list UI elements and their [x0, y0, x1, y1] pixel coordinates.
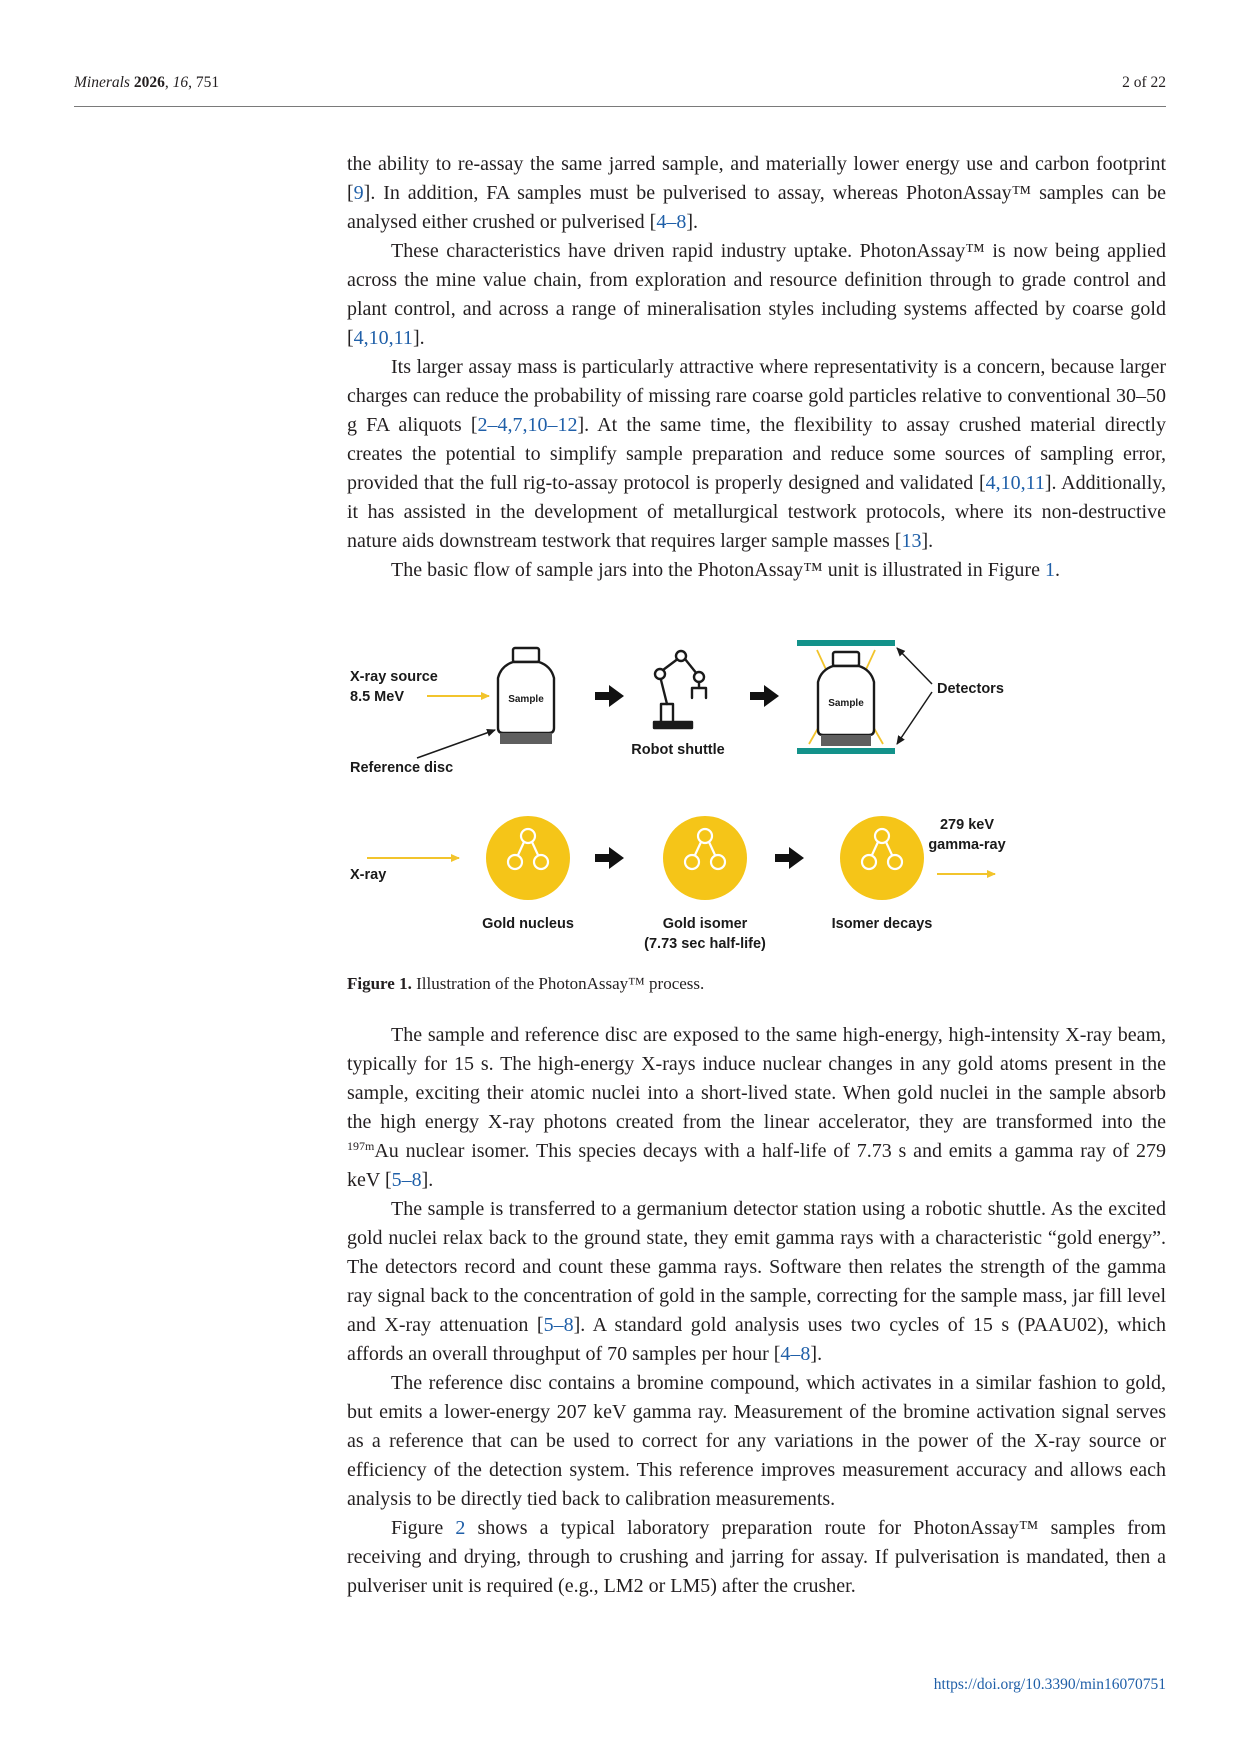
isomer-decay-icon — [840, 816, 924, 900]
flow-arrow-icon — [750, 685, 779, 707]
gold-nucleus-icon — [486, 816, 570, 900]
sample-jar-1 — [498, 648, 554, 744]
figure-link[interactable]: 2 — [455, 1517, 466, 1539]
flow-arrow-icon — [595, 847, 624, 869]
journal-volume: 16 — [172, 74, 189, 91]
isomer-decays-label: Isomer decays — [831, 916, 933, 932]
doi-link[interactable]: https://doi.org/10.3390/min16070751 — [933, 1676, 1166, 1693]
flow-arrow-icon — [775, 847, 804, 869]
body-text-bottom — [347, 1021, 1166, 1601]
detectors-label: Detectors — [937, 681, 1004, 697]
text-run: These characteristics have driven rapid industry uptake. PhotonAssay™ is now being applied across the mine value chain, from exploration and resource definition through to grade control and plant control, and across a range of mineralisation styles including systems affected by coarse gold [ — [347, 240, 1166, 349]
text-run: ]. — [421, 1169, 434, 1191]
gold-nucleus-label: Gold nucleus — [482, 916, 574, 932]
detector-pointer — [897, 648, 932, 684]
detector-bottom — [797, 748, 895, 754]
citation-link[interactable]: 5–8 — [391, 1169, 422, 1191]
citation-link[interactable]: 9 — [353, 182, 364, 204]
paragraph-4 — [347, 556, 1166, 585]
text-run: ]. A standard gold analysis uses two cycles of 15 s (PAAU02), which affords an overall throughput of 70 samples per hour [ — [347, 1314, 1167, 1365]
gamma-energy-label: 279 keV — [939, 817, 995, 833]
paragraph-1 — [347, 150, 1166, 237]
paragraph-7 — [347, 1369, 1166, 1514]
text-run: ]. — [686, 211, 698, 233]
citation-link[interactable]: 4–8 — [656, 211, 687, 233]
citation-link[interactable]: 4,10,11 — [353, 327, 413, 349]
journal-year: 2026 — [133, 74, 165, 91]
text-run: ]. — [921, 530, 934, 552]
text-run: Its larger assay mass is particularly attractive where representativity is a concern, because larger charges can reduce the probability of missing rare coarse gold particles relative to conventional 30–50 g FA aliquots [ — [347, 356, 1166, 436]
journal-name: Minerals — [74, 74, 130, 91]
paragraph-5 — [347, 1021, 1166, 1195]
text-run: ]. Additionally, it has assisted in the development of metallurgical testwork protocols, where its non-destructive nature aids downstream testwork that requires larger sample masses [ — [347, 472, 1166, 552]
sample-jar-label: Sample — [828, 698, 864, 709]
photonassay-diagram — [347, 636, 1077, 966]
xray-label: X-ray — [350, 867, 387, 883]
citation-link[interactable]: 4–8 — [780, 1343, 811, 1365]
figure-1 — [347, 636, 1077, 966]
sample-jar-label: Sample — [508, 694, 544, 705]
paragraph-2 — [347, 237, 1166, 353]
citation-link[interactable]: 5–8 — [543, 1314, 574, 1336]
flow-arrow-icon — [595, 685, 624, 707]
isotope-superscript: 197m — [347, 1139, 375, 1153]
page-number: 2 of 22 — [1122, 74, 1166, 91]
gold-isomer-label: Gold isomer — [662, 916, 748, 932]
text-run: ]. In addition, FA samples must be pulverised to assay, whereas PhotonAssay™ samples can be analysed either crushed or pulverised [ — [347, 182, 1166, 233]
journal-citation: Minerals 2026, 16, 751 — [74, 74, 220, 91]
text-run: . — [1054, 559, 1060, 581]
robot-shuttle-label: Robot shuttle — [631, 742, 725, 758]
text-run: The sample is transferred to a germanium detector station using a robotic shuttle. As the excited gold nuclei relax back to the ground state, they emit gamma rays with a characteristic “gold energy”. The detectors record and count these gamma rays. Software then relates the strength of the gamma ray signal back to the concentration of gold in the sample, correcting for the sample mass, jar fill level and X-ray attenuation [ — [347, 1198, 1166, 1336]
text-run: ]. At the same time, the flexibility to assay crushed material directly creates the potential to simplify sample preparation and reduce some sources of sampling error, provided that the full rig-to-assay protocol is properly designed and validated [ — [347, 414, 1166, 494]
gold-isomer-icon — [663, 816, 747, 900]
paragraph-8 — [347, 1514, 1166, 1601]
page-header — [74, 70, 1166, 107]
detector-pointer — [897, 692, 932, 744]
citation-link[interactable]: 4,10,11 — [985, 472, 1045, 494]
text-run: The sample and reference disc are exposed to the same high-energy, high-intensity X-ray beam, typically for 15 s. The high-energy X-rays induce nuclear changes in any gold atoms present in the sample, exciting their atomic nuclei into a short-lived state. When gold nuclei in the sample absorb the high energy X-ray photons created from the linear accelerator, they are transformed into the — [347, 1024, 1166, 1133]
text-run: the ability to re-assay the same jarred sample, and materially lower energy use and carbon footprint [ — [347, 153, 1166, 204]
text-run: ]. — [810, 1343, 823, 1365]
reference-disc-pointer — [417, 730, 495, 758]
caption-text: Illustration of the PhotonAssay™ process. — [411, 974, 705, 993]
paragraph-6 — [347, 1195, 1166, 1369]
caption-label: Figure 1. — [347, 974, 412, 993]
detector-top — [797, 640, 895, 646]
text-run: Au nuclear isomer. This species decays with a half-life of 7.73 s and emits a gamma ray of 279 keV [ — [347, 1140, 1166, 1191]
text-run: The reference disc contains a bromine compound, which activates in a similar fashion to gold, but emits a lower-energy 207 keV gamma ray. Measurement of the bromine activation signal serves as a reference that can be used to correct for any variations in the power of the X-ray source or efficiency of the detection system. This reference improves measurement accuracy and allows each analysis to be directly tied back to calibration measurements. — [347, 1372, 1166, 1510]
detector-station — [797, 640, 895, 754]
reference-disc-label: Reference disc — [350, 760, 454, 776]
xray-source-label: X-ray source — [350, 669, 438, 685]
half-life-label: (7.73 sec half-life) — [644, 936, 766, 952]
text-run: shows a typical laboratory preparation route for PhotonAssay™ samples from receiving and drying, through to crushing and jarring for assay. If pulverisation is mandated, then a pulveriser unit is required (e.g., LM2 or LM5) after the crusher. — [347, 1517, 1167, 1597]
gamma-ray-label: gamma-ray — [928, 837, 1006, 853]
article-number: 751 — [195, 74, 220, 91]
paragraph-3 — [347, 353, 1166, 556]
body-text-top — [347, 150, 1166, 585]
figure-link[interactable]: 1 — [1044, 559, 1055, 581]
citation-link[interactable]: 2–4,7,10–12 — [477, 414, 578, 436]
text-run: The basic flow of sample jars into the PhotonAssay™ unit is illustrated in Figure — [391, 559, 1045, 581]
robot-arm-icon — [654, 651, 706, 728]
citation-link[interactable]: 13 — [901, 530, 922, 552]
text-run: Figure — [391, 1517, 456, 1539]
text-run: ]. — [412, 327, 425, 349]
figure-caption — [347, 974, 704, 994]
xray-energy-label: 8.5 MeV — [350, 689, 404, 705]
